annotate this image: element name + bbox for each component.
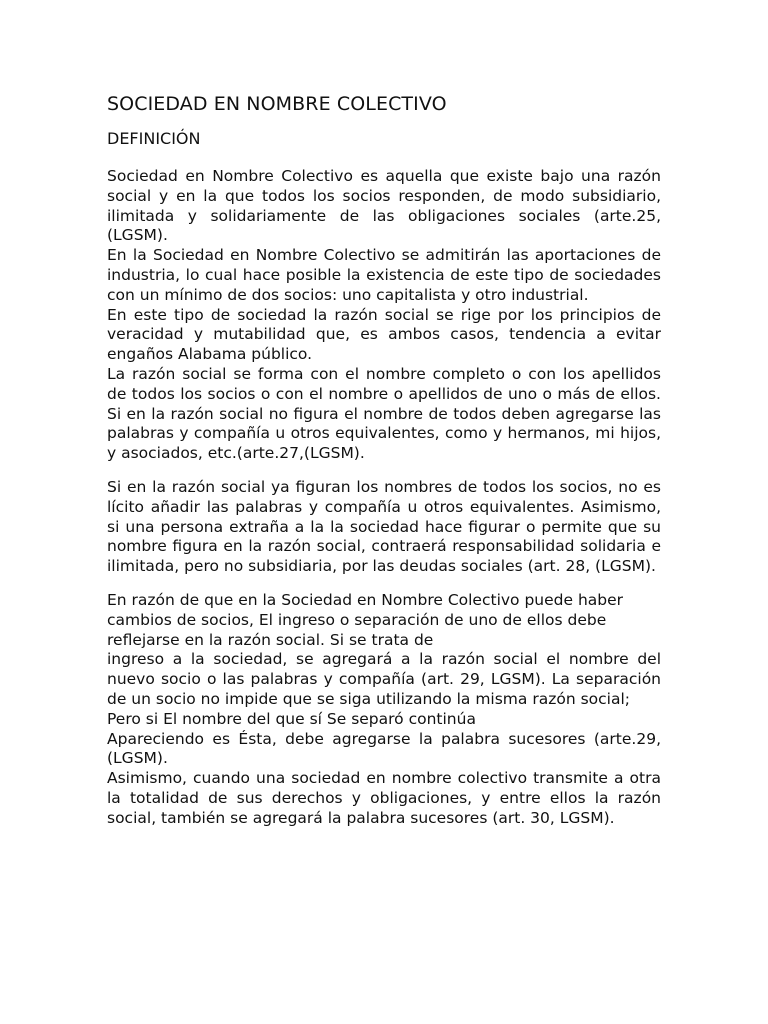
paragraph: ingreso a la sociedad, se agregará a la razón social el nombre del nuevo socio o las palabras y compañía (art. 29, LGSM). La separación de un socio no impide que se siga utilizando la misma razón social; — [107, 650, 661, 708]
document-subtitle: DEFINICIÓN — [107, 129, 201, 148]
paragraph-block — [107, 167, 661, 464]
document-title: SOCIEDAD EN NOMBRE COLECTIVO — [107, 93, 447, 115]
paragraph: Si en la razón social ya figuran los nombres de todos los socios, no es lícito añadir las palabras y compañía u otros equivalentes. Asimismo, si una persona extraña a la la sociedad hace figurar o permite que su nombre figura en la razón social, contraerá responsabilidad solidaria e ilimitada, pero no subsidiaria, por las deudas sociales (art. 28, (LGSM). — [107, 477, 661, 576]
paragraph: Asimismo, cuando una sociedad en nombre colectivo transmite a otra la totalidad de sus derechos y obligaciones, y entre ellos la razón social, también se agregará la palabra sucesores (art. 30, LGSM). — [107, 769, 661, 827]
paragraph-block — [107, 478, 661, 577]
document-page — [107, 92, 661, 843]
paragraph: En la Sociedad en Nombre Colectivo se admitirán las aportaciones de industria, lo cual hace posible la existencia de este tipo de sociedades con un mínimo de dos socios: uno capitalista y otro industrial. — [107, 246, 661, 304]
paragraph: En razón de que en la Sociedad en Nombre Colectivo puede haber cambios de socios, El ingreso o separación de uno de ellos debe reflejarse en la razón social. Si se trata de — [107, 590, 624, 649]
paragraph: Pero si El nombre del que sí Se separó continúa — [107, 709, 476, 728]
paragraph: En este tipo de sociedad la razón social se rige por los principios de veracidad y mutabilidad que, es ambos casos, tendencia a evitar engaños Alabama público. — [107, 305, 661, 364]
paragraph: Apareciendo es Ésta, debe agregarse la palabra sucesores (arte.29, (LGSM). — [107, 729, 661, 768]
paragraph: La razón social se forma con el nombre completo o con los apellidos de todos los socios o con el nombre o apellidos de uno o más de ellos. Si en la razón social no figura el nombre de todos deben agregarse las palabras y compañía u otros equivalentes, como y hermanos, mi hijos, y asociados, etc.(arte.27,(LGSM). — [107, 364, 661, 463]
paragraph-block — [107, 591, 661, 829]
paragraph: Sociedad en Nombre Colectivo es aquella que existe bajo una razón social y en la que todos los socios responden, de modo subsidiario, ilimitada y solidariamente de las obligaciones sociales (arte.25, (LGSM). — [107, 167, 661, 245]
